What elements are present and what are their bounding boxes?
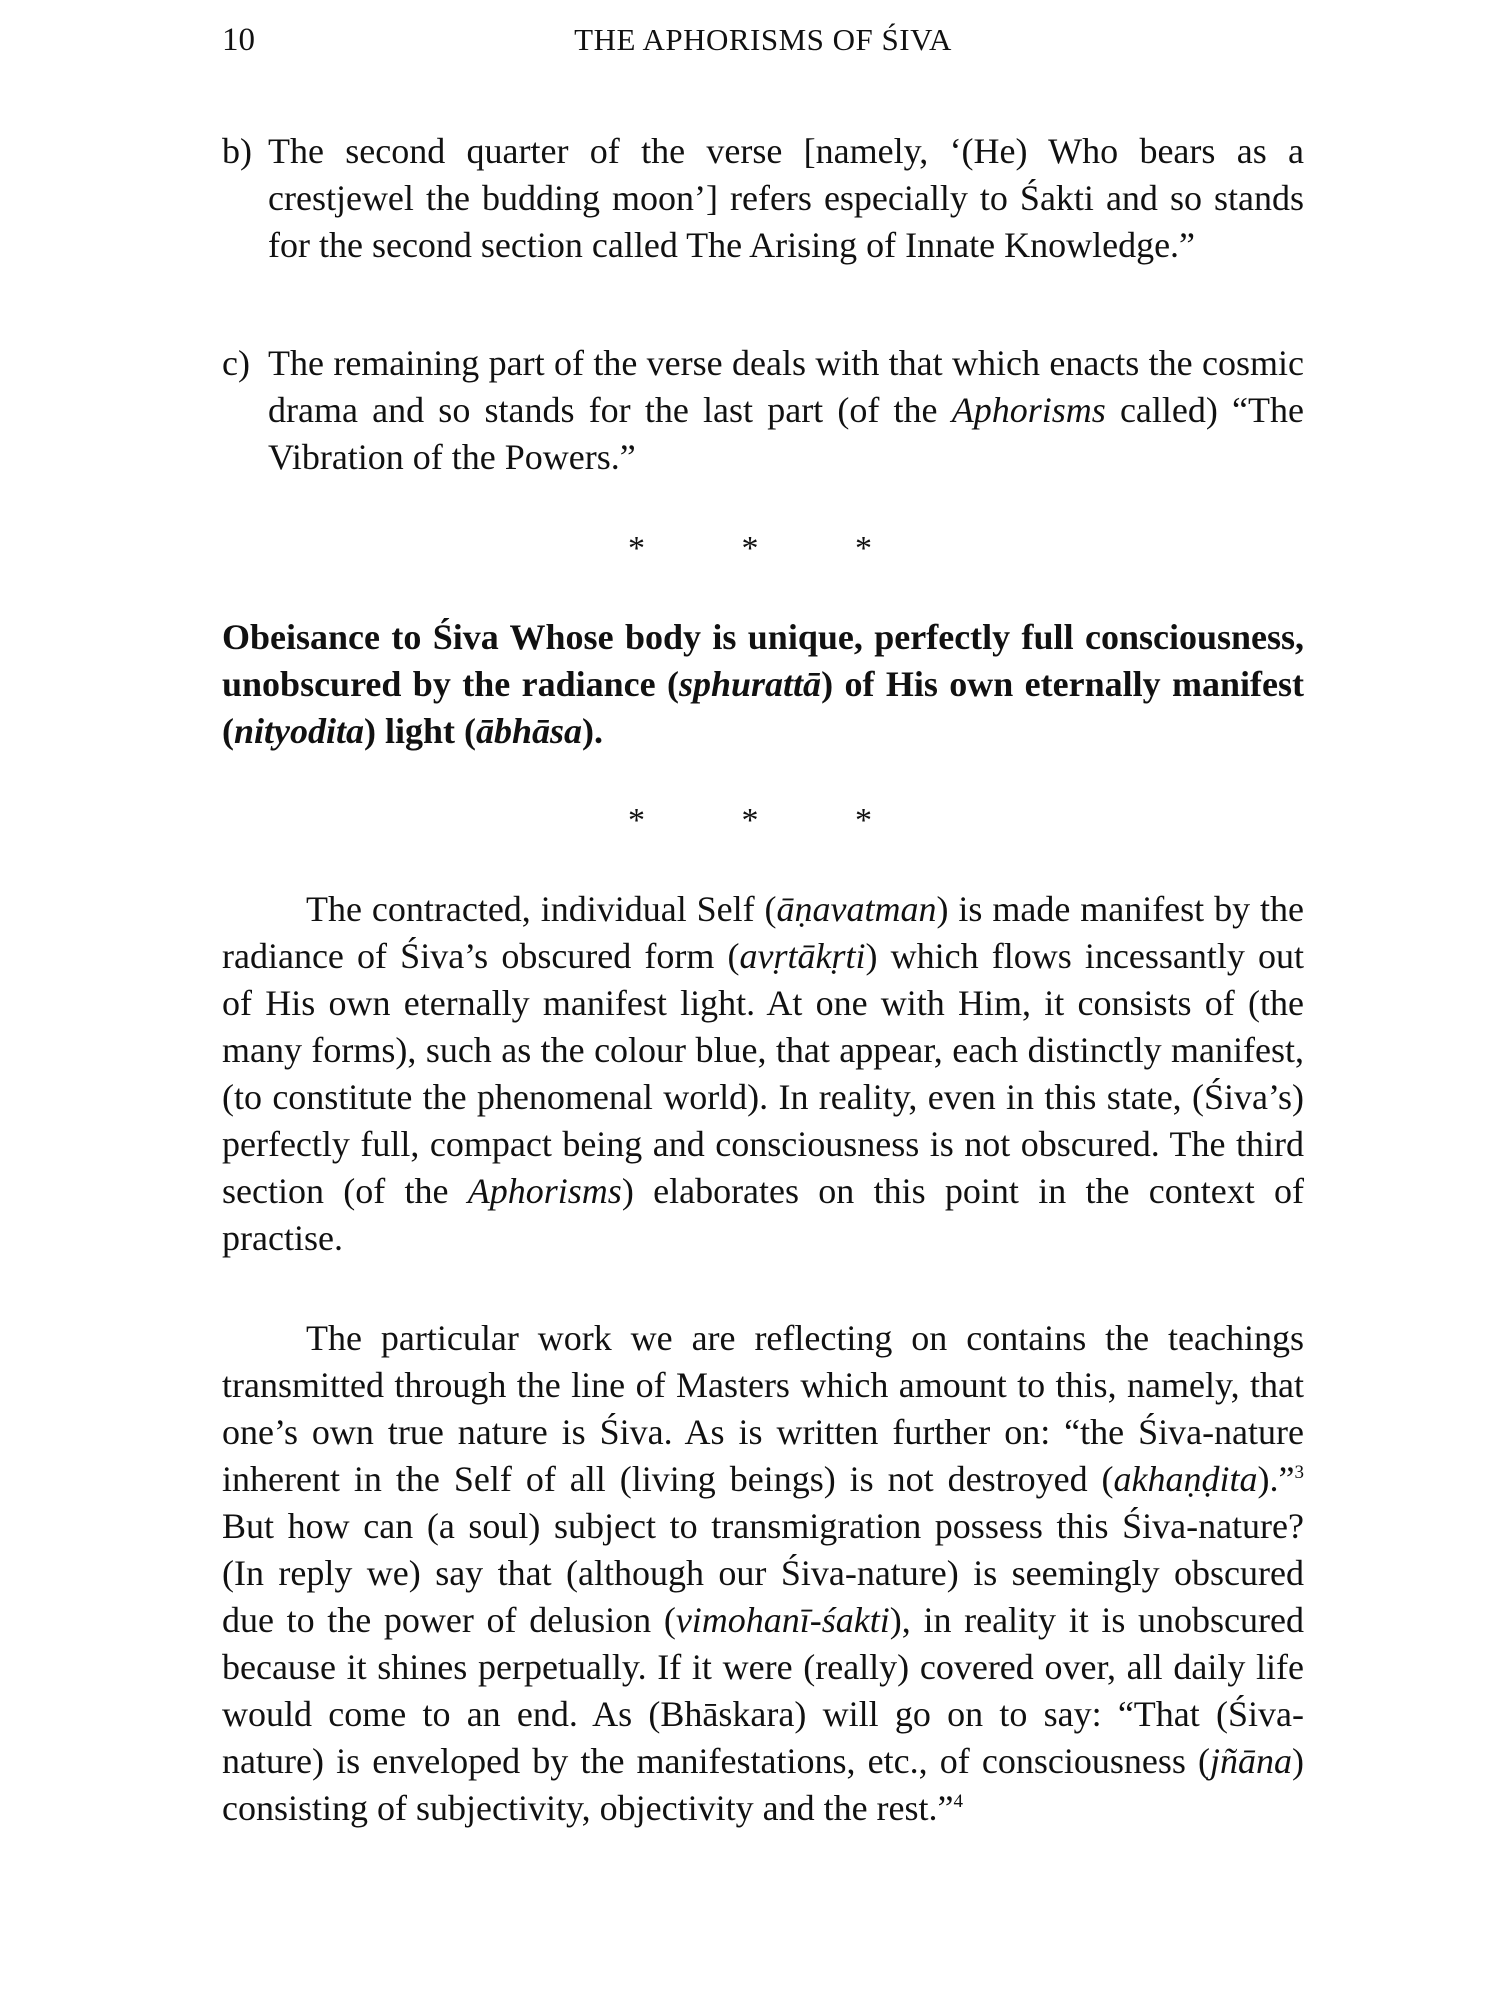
text-run: The contracted, individual Self ( [306, 889, 777, 929]
invocation-verse [222, 614, 1304, 755]
text-run: The particular work we are reflecting on contains the teachings transmitted through the line of Masters which amount to this, namely, that one’s own true nature is Śiva. As is written further on: “the Śiva-nature inherent in the Self of all (living beings) is not destroyed ( [222, 1318, 1304, 1499]
text-run: ) elaborates on this point in the context of practise. [222, 1171, 1304, 1258]
asterism-divider: * * * [628, 530, 916, 567]
italic-term: ābhāsa [476, 711, 583, 751]
italic-term: vimohanī-śakti [675, 1600, 890, 1640]
text-run: ).” [1257, 1459, 1295, 1499]
text-run: But how can (a soul) subject to transmigration possess this Śiva-nature? (In reply we) say that (although our Śiva-nature) is seemingly obscured due to the power of delusion ( [222, 1506, 1304, 1640]
list-item-b [222, 128, 1304, 269]
text-run: ) light ( [364, 711, 477, 751]
italic-term: Aphorisms [467, 1171, 622, 1211]
italic-term: jñāna [1209, 1741, 1292, 1781]
text-run: ) is made manifest by the radiance of Śiva’s obscured form ( [222, 889, 1304, 976]
list-marker: b) [222, 131, 252, 171]
text-run: ) consisting of subjectivity, objectivity and the rest.” [222, 1741, 1304, 1828]
text-run: The remaining part of the verse deals with that which enacts the cosmic drama and so stands for the last part (of the [268, 343, 1304, 430]
list-marker: c) [222, 343, 250, 383]
footnote-marker: 3 [1294, 1462, 1304, 1483]
text-run: ) of His own eternally manifest ( [222, 664, 1304, 751]
list-item-c [222, 340, 1304, 481]
text-run: ) which flows incessantly out of His own eternally manifest light. At one with Him, it consists of (the many forms), such as the colour blue, that appear, each distinctly manifest, (to constitute the phenomenal world). In reality, even in this state, (Śiva’s) perfectly full, compact being and consciousness is not obscured. The third section (of the [222, 936, 1304, 1211]
italic-term: nityodita [234, 711, 365, 751]
text-run: called) “The Vibration of the Powers.” [268, 390, 1305, 477]
list-item-text [268, 340, 1304, 481]
body-paragraph [222, 1315, 1304, 1832]
page-number: 10 [222, 22, 255, 58]
running-title: THE APHORISMS OF ŚIVA [574, 22, 952, 57]
list-item-text: The second quarter of the verse [namely, ‘(He) Who bears as a crestjewel the budding moon’] refers especially to Śakti and so stands for the second section called The Arising of Innate Knowledge.” [268, 131, 1304, 265]
footnote-marker: 4 [953, 1791, 964, 1812]
text-run: ), in reality it is unobscured because it shines perpetually. If it were (really) covered over, all daily life would come to an end. As (Bhāskara) will go on to say: “That (Śiva-nature) is enveloped by the manifestations, etc., of consciousness ( [222, 1600, 1304, 1781]
italic-term: āṇavatman [776, 889, 937, 929]
italic-term: sphurattā [678, 664, 822, 704]
running-head [222, 22, 1304, 72]
italic-term: akhaṇḍita [1113, 1459, 1258, 1499]
asterism-divider: * * * [628, 802, 916, 839]
text-run: Obeisance to Śiva Whose body is unique, perfectly full consciousness, unobscured by the radiance ( [222, 617, 1304, 704]
italic-term: Aphorisms [951, 390, 1106, 430]
italic-term: avṛtākṛti [739, 936, 866, 976]
text-run: ). [582, 711, 604, 751]
body-paragraph [222, 886, 1304, 1262]
